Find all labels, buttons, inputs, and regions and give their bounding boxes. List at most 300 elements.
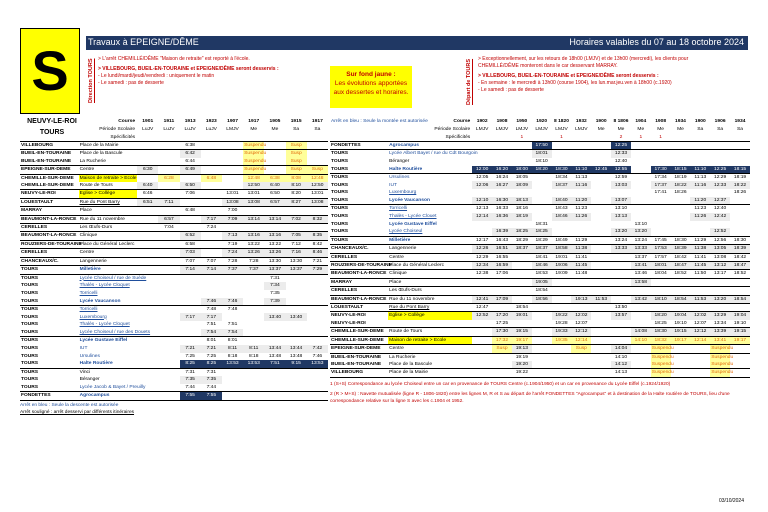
time-cell: [651, 158, 671, 166]
time-cell: [631, 287, 651, 295]
time-cell: [730, 150, 750, 158]
time-cell: [512, 150, 532, 158]
time-cell: 7:54: [222, 329, 243, 337]
time-cell: Suspendu: [711, 370, 734, 376]
time-cell: [201, 198, 222, 206]
time-cell: [591, 278, 611, 286]
time-cell: 18:42: [730, 253, 750, 261]
stop-town: MARRAY: [20, 207, 79, 215]
time-cell: [158, 150, 179, 158]
stop-town: CHANCEAUX/C.: [20, 257, 79, 265]
time-cell: 14:08: [631, 328, 651, 336]
time-cell: [591, 189, 611, 197]
time-cell: [243, 321, 264, 329]
time-cell: Suspendu: [244, 167, 267, 173]
stop-name: Place du Général Leclerc: [388, 262, 472, 270]
stop-row: [330, 158, 750, 166]
time-cell: 7:21: [307, 257, 328, 265]
time-cell: [591, 328, 611, 336]
time-cell: 8:11: [243, 345, 264, 353]
time-cell: [631, 205, 651, 213]
time-cell: [158, 305, 179, 313]
time-cell: 11:23: [694, 206, 707, 212]
direction-vertical-label: Direction TOURS: [88, 58, 94, 104]
stop-town: EPEIGNE-SUR-DEME: [330, 345, 388, 353]
time-cell: 6:38: [180, 142, 201, 150]
stop-row: [20, 384, 328, 392]
time-cell: [532, 320, 552, 328]
spec-value: [671, 134, 691, 142]
stop-name: Les Œufs-Durs: [79, 224, 138, 232]
course-number: 1902: [476, 119, 488, 125]
stop-name: Luxembourg: [389, 190, 417, 196]
course-number: 1917: [311, 119, 323, 125]
time-cell: [571, 369, 591, 377]
time-cell: 17:45: [651, 236, 671, 244]
stop-row: [330, 213, 750, 221]
time-cell: [611, 270, 631, 278]
time-cell: [690, 228, 710, 236]
time-cell: [512, 262, 532, 270]
time-cell: [243, 282, 264, 290]
time-cell: 13:13: [611, 213, 631, 221]
time-cell: [710, 287, 730, 295]
time-cell: [472, 345, 492, 353]
stop-name: Lycée Choiseul / rue des Douets: [79, 329, 151, 335]
time-cell: 7:11: [158, 198, 179, 206]
time-cell: [611, 328, 631, 336]
stop-town: LOUESTAULT: [330, 304, 388, 312]
time-cell: [286, 329, 307, 337]
time-cell: 13:16: [243, 232, 264, 240]
time-cell: [492, 189, 512, 197]
time-cell: [286, 368, 307, 376]
course-number: 1911: [163, 119, 175, 125]
time-cell: [137, 249, 158, 257]
stop-row: [330, 270, 750, 278]
time-cell: [571, 304, 591, 312]
time-cell: 16:51: [492, 245, 512, 253]
time-cell: [571, 158, 591, 166]
time-cell: [180, 305, 201, 313]
notes-left: [98, 56, 324, 87]
time-cell: [730, 221, 750, 229]
time-cell: [137, 353, 158, 361]
stop-name: Centre: [79, 166, 138, 174]
period-value: Sa: [697, 126, 704, 132]
time-cell: [671, 197, 691, 205]
time-cell: 19:17: [512, 336, 532, 344]
right-note-1: 1 (S+S) Correspondance au lycée Choiseul entre un car en provenance de TOURS Centre (c.1904/1950) et un car en provenance du Lycée Eiffel (c.1924/1920): [330, 381, 671, 387]
stop-name: Rue du 11 novembre: [79, 215, 138, 223]
time-cell: [243, 313, 264, 321]
time-cell: [690, 287, 710, 295]
time-cell: 18:58: [552, 245, 572, 253]
time-cell: 18:30: [651, 328, 671, 336]
time-cell: 7:35: [180, 376, 201, 384]
time-cell: [591, 174, 611, 182]
stop-name: Thalès - Lycée Clouet: [389, 214, 437, 220]
stop-name: Ursulines: [389, 175, 410, 181]
time-cell: [307, 150, 328, 158]
time-cell: [286, 384, 307, 392]
stop-name: Halte Routière: [79, 360, 138, 368]
stop-row: [330, 353, 750, 361]
time-cell: 18:29: [512, 236, 532, 244]
time-cell: [532, 174, 552, 182]
time-cell: [532, 213, 552, 221]
time-cell: 11:29: [571, 236, 591, 244]
stop-row: [330, 278, 750, 286]
time-cell: 17:30: [492, 328, 512, 336]
time-cell: 7:46: [222, 298, 243, 306]
time-cell: [571, 150, 591, 158]
time-cell: 7:14: [201, 266, 222, 274]
time-cell: [690, 361, 710, 369]
time-cell: 13:40: [264, 313, 285, 321]
time-cell: 13:14: [264, 215, 285, 223]
stop-town: TOURS: [331, 151, 349, 157]
stop-town: TOURS: [21, 306, 39, 312]
stop-row: [20, 150, 328, 158]
time-cell: 17:06: [492, 270, 512, 278]
empty-cell: [20, 134, 79, 142]
time-cell: [651, 197, 671, 205]
time-cell: 18:00: [512, 166, 532, 174]
time-cell: [631, 312, 651, 320]
time-cell: [243, 207, 264, 215]
time-cell: [286, 392, 307, 400]
stop-name: Centre: [79, 249, 138, 257]
time-cell: [631, 369, 651, 377]
stop-name: Place du Général Leclerc: [79, 240, 138, 248]
time-cell: [552, 304, 572, 312]
stop-name: Thalès - Lycée Cloquet: [79, 322, 130, 328]
course-label: Course: [453, 119, 471, 125]
time-cell: 12:17: [472, 236, 492, 244]
stop-name: La Rucherie: [79, 158, 138, 166]
period-value: Me: [657, 126, 665, 132]
time-cell: [492, 353, 512, 361]
time-cell: [307, 274, 328, 282]
time-cell: [472, 221, 492, 229]
time-cell: [243, 368, 264, 376]
time-cell: [222, 274, 243, 282]
time-cell: Susp: [286, 142, 307, 150]
time-cell: 12:40: [614, 159, 628, 164]
stop-name: Luxembourg: [79, 314, 107, 320]
time-cell: [512, 142, 532, 150]
empty-cell: [20, 126, 79, 134]
period-value: LMJV: [226, 126, 239, 132]
time-cell: 12:05: [476, 175, 489, 181]
time-cell: [472, 369, 492, 377]
time-cell: 7:25: [185, 353, 195, 359]
spec-value: [264, 134, 285, 142]
time-cell: 11:10: [690, 166, 710, 174]
legend-yellow-line1: Les évolutions apportées: [334, 80, 408, 87]
time-cell: 18:54: [730, 295, 750, 303]
time-cell: [158, 158, 179, 166]
time-cell: 11:13: [694, 175, 707, 181]
time-cell: [137, 240, 158, 248]
time-cell: 18:30: [730, 236, 750, 244]
time-cell: [222, 313, 243, 321]
line-logo: S: [20, 28, 80, 114]
time-cell: [243, 305, 264, 313]
time-cell: [690, 221, 710, 229]
time-cell: [611, 278, 631, 286]
stop-row: [330, 304, 750, 312]
spec-value: [571, 134, 591, 142]
time-cell: [264, 207, 285, 215]
course-number: 1906: [714, 119, 726, 125]
time-cell: 7:16: [286, 249, 307, 257]
spec-value: [201, 134, 222, 142]
stop-row: [330, 295, 750, 303]
time-cell: 12:00: [472, 166, 492, 174]
time-cell: 18:05: [515, 175, 528, 181]
time-cell: [222, 166, 243, 174]
time-cell: [307, 305, 328, 313]
time-cell: 17:53: [651, 245, 671, 253]
stop-town: CHEMILLE-SUR-DEME: [21, 175, 74, 181]
time-cell: [264, 150, 285, 158]
stop-row: [330, 181, 750, 189]
stop-row: [330, 189, 750, 197]
stop-town: TOURS: [20, 266, 79, 274]
time-cell: [532, 189, 552, 197]
stop-name: Agrocampus: [79, 392, 138, 400]
time-cell: 11:41: [571, 253, 591, 261]
time-cell: [591, 236, 611, 244]
time-cell: 13:01: [307, 190, 328, 198]
time-cell: 13:48: [290, 353, 303, 359]
stop-name: Vinci: [79, 369, 91, 375]
stop-row: [20, 240, 328, 248]
time-cell: [158, 368, 179, 376]
time-cell: 7:55: [201, 392, 222, 400]
time-cell: 18:25: [532, 228, 552, 236]
stop-row: [20, 274, 328, 282]
time-cell: [571, 287, 591, 295]
time-cell: [552, 142, 572, 150]
time-cell: [690, 353, 710, 361]
time-cell: 13:16: [264, 232, 285, 240]
time-cell: 7:31: [206, 369, 217, 375]
time-cell: [730, 287, 750, 295]
stop-name: Maison de retraite > Ecole: [388, 336, 472, 344]
stop-name: Place de la Mairie: [79, 142, 138, 150]
time-cell: 18:47: [671, 262, 691, 270]
time-cell: 12:02: [690, 312, 710, 320]
period-value: LMJV: [495, 126, 509, 132]
time-cell: 19:10: [671, 320, 691, 328]
course-label: Course: [118, 119, 136, 125]
time-cell: [532, 181, 552, 189]
time-cell: [552, 369, 572, 377]
time-cell: [137, 174, 158, 182]
stop-town: TOURS: [20, 298, 79, 306]
time-cell: [690, 304, 710, 312]
time-cell: 13:40: [286, 313, 307, 321]
course-number: 1934: [734, 119, 746, 125]
time-cell: 18:19: [512, 213, 532, 221]
time-cell: 18:54: [671, 295, 691, 303]
time-cell: 8:01: [227, 338, 238, 344]
time-cell: 13:37: [286, 266, 307, 274]
time-cell: 19:13: [512, 345, 532, 353]
time-cell: [137, 150, 158, 158]
time-cell: 18:42: [671, 253, 691, 261]
spec-value: 2: [611, 134, 631, 142]
time-cell: [591, 228, 611, 236]
stop-town: BEAUMONT-LA-RONCE: [20, 215, 79, 223]
stop-row: [330, 197, 750, 205]
time-cell: [243, 274, 264, 282]
stop-town: BEAUMONT-LA-RONCE: [20, 232, 79, 240]
time-cell: [472, 353, 492, 361]
period-row: [20, 126, 328, 134]
stop-row: [330, 253, 750, 261]
time-cell: [307, 290, 328, 298]
spec-value: [690, 134, 710, 142]
time-cell: 16:24: [495, 175, 509, 181]
time-cell: [137, 368, 158, 376]
time-cell: [137, 321, 158, 329]
time-cell: [730, 197, 750, 205]
time-cell: [222, 142, 243, 150]
time-cell: [158, 353, 179, 361]
course-number: 1920: [536, 119, 548, 125]
time-cell: 18:20: [651, 312, 671, 320]
time-cell: [552, 345, 572, 353]
time-cell: [492, 150, 512, 158]
time-cell: 7:17: [201, 313, 222, 321]
stop-town: TOURS: [331, 214, 349, 220]
empty-cell: [330, 126, 388, 134]
stop-name: Lycée Jacob & Bayet / Preuilly: [79, 384, 146, 390]
time-cell: [710, 150, 730, 158]
time-cell: 8:01: [206, 338, 217, 344]
time-cell: [730, 142, 750, 150]
time-cell: [591, 353, 611, 361]
time-cell: [552, 189, 572, 197]
time-cell: [243, 290, 264, 298]
time-cell: 14:04: [611, 345, 631, 353]
time-cell: 18:25: [512, 228, 532, 236]
time-cell: [472, 287, 492, 295]
stop-row: [20, 224, 328, 232]
time-cell: 7:03: [180, 249, 201, 257]
time-cell: [730, 345, 750, 353]
time-cell: 12:10: [472, 197, 492, 205]
time-cell: 11:23: [575, 206, 588, 212]
time-cell: [264, 337, 285, 345]
time-cell: 13:30: [286, 257, 307, 265]
time-cell: [222, 224, 243, 232]
time-cell: 13:46: [631, 270, 651, 278]
time-cell: [710, 158, 730, 166]
time-cell: 6:38: [264, 174, 285, 182]
right-note-2: 2 (R > M+S) : Navette mutualisée (ligne R - 1806-1820) entre les lignes M, R et S au départ de l'arrêt FONDETTES "Agrocampus" et à destination de la Halte routière de TOURS, lieu d'une correspondance relative sur la ligne S avec les c.1904 et 1952.: [330, 391, 730, 404]
time-cell: 7:09: [222, 215, 243, 223]
time-cell: 17:25: [492, 320, 512, 328]
time-cell: [264, 158, 285, 166]
time-cell: 8:11: [222, 345, 243, 353]
time-cell: [137, 290, 158, 298]
stop-town: CERELLES: [330, 287, 388, 295]
stop-town: BUEIL-EN-TOURAINE: [21, 151, 72, 157]
stop-row: [20, 215, 328, 223]
time-cell: [137, 313, 158, 321]
time-cell: 18:54: [532, 287, 552, 295]
time-cell: [710, 278, 730, 286]
time-cell: 13:39: [710, 328, 730, 336]
legend-yellow: [330, 66, 412, 108]
stop-name: Rue du Pont Barry: [388, 304, 472, 312]
time-cell: [201, 158, 222, 166]
time-cell: [651, 278, 671, 286]
time-cell: 11:48: [571, 270, 591, 278]
period-value: Me: [271, 126, 279, 132]
time-cell: [631, 304, 651, 312]
time-cell: [264, 384, 285, 392]
time-cell: 13:44: [286, 345, 307, 353]
time-cell: 13:08: [243, 198, 264, 206]
legend-yellow-title: Sur fond jaune :: [346, 71, 396, 78]
time-cell: [286, 274, 307, 282]
time-cell: [492, 369, 512, 377]
time-cell: 19:01: [512, 312, 532, 320]
right-table: [330, 118, 750, 378]
time-cell: 7:48: [227, 306, 238, 312]
time-cell: 18:39: [671, 245, 691, 253]
time-cell: [201, 232, 222, 240]
time-cell: [611, 189, 631, 197]
stop-row: [20, 305, 328, 313]
stop-row: [20, 232, 328, 240]
time-cell: 18:39: [730, 245, 750, 253]
time-cell: [730, 353, 750, 361]
time-cell: 12:13: [476, 206, 489, 212]
stop-town: TOURS: [21, 345, 39, 351]
time-cell: [180, 174, 201, 182]
stop-name: Place: [79, 207, 138, 215]
time-cell: 11:53: [690, 295, 710, 303]
stop-town: BUEIL-EN-TOURAINE: [331, 354, 382, 360]
time-cell: [710, 221, 730, 229]
stop-name: Lycée Gustave Eiffel: [79, 338, 128, 344]
time-cell: [671, 287, 691, 295]
time-cell: 13:20: [611, 228, 631, 236]
time-cell: [264, 376, 285, 384]
time-cell: 13:53: [307, 360, 328, 368]
time-cell: [472, 142, 492, 150]
time-cell: [631, 142, 651, 150]
time-cell: 14:10: [614, 354, 628, 360]
stop-row: [20, 198, 328, 206]
stop-town: TOURS: [331, 182, 349, 188]
time-cell: 18:30: [552, 166, 572, 174]
time-cell: 7:17: [180, 313, 201, 321]
time-cell: [158, 345, 179, 353]
time-cell: 13:05: [710, 245, 730, 253]
stop-row: [330, 320, 750, 328]
time-cell: 6:58: [180, 240, 201, 248]
time-cell: [730, 278, 750, 286]
stop-name: IUT: [389, 182, 397, 188]
